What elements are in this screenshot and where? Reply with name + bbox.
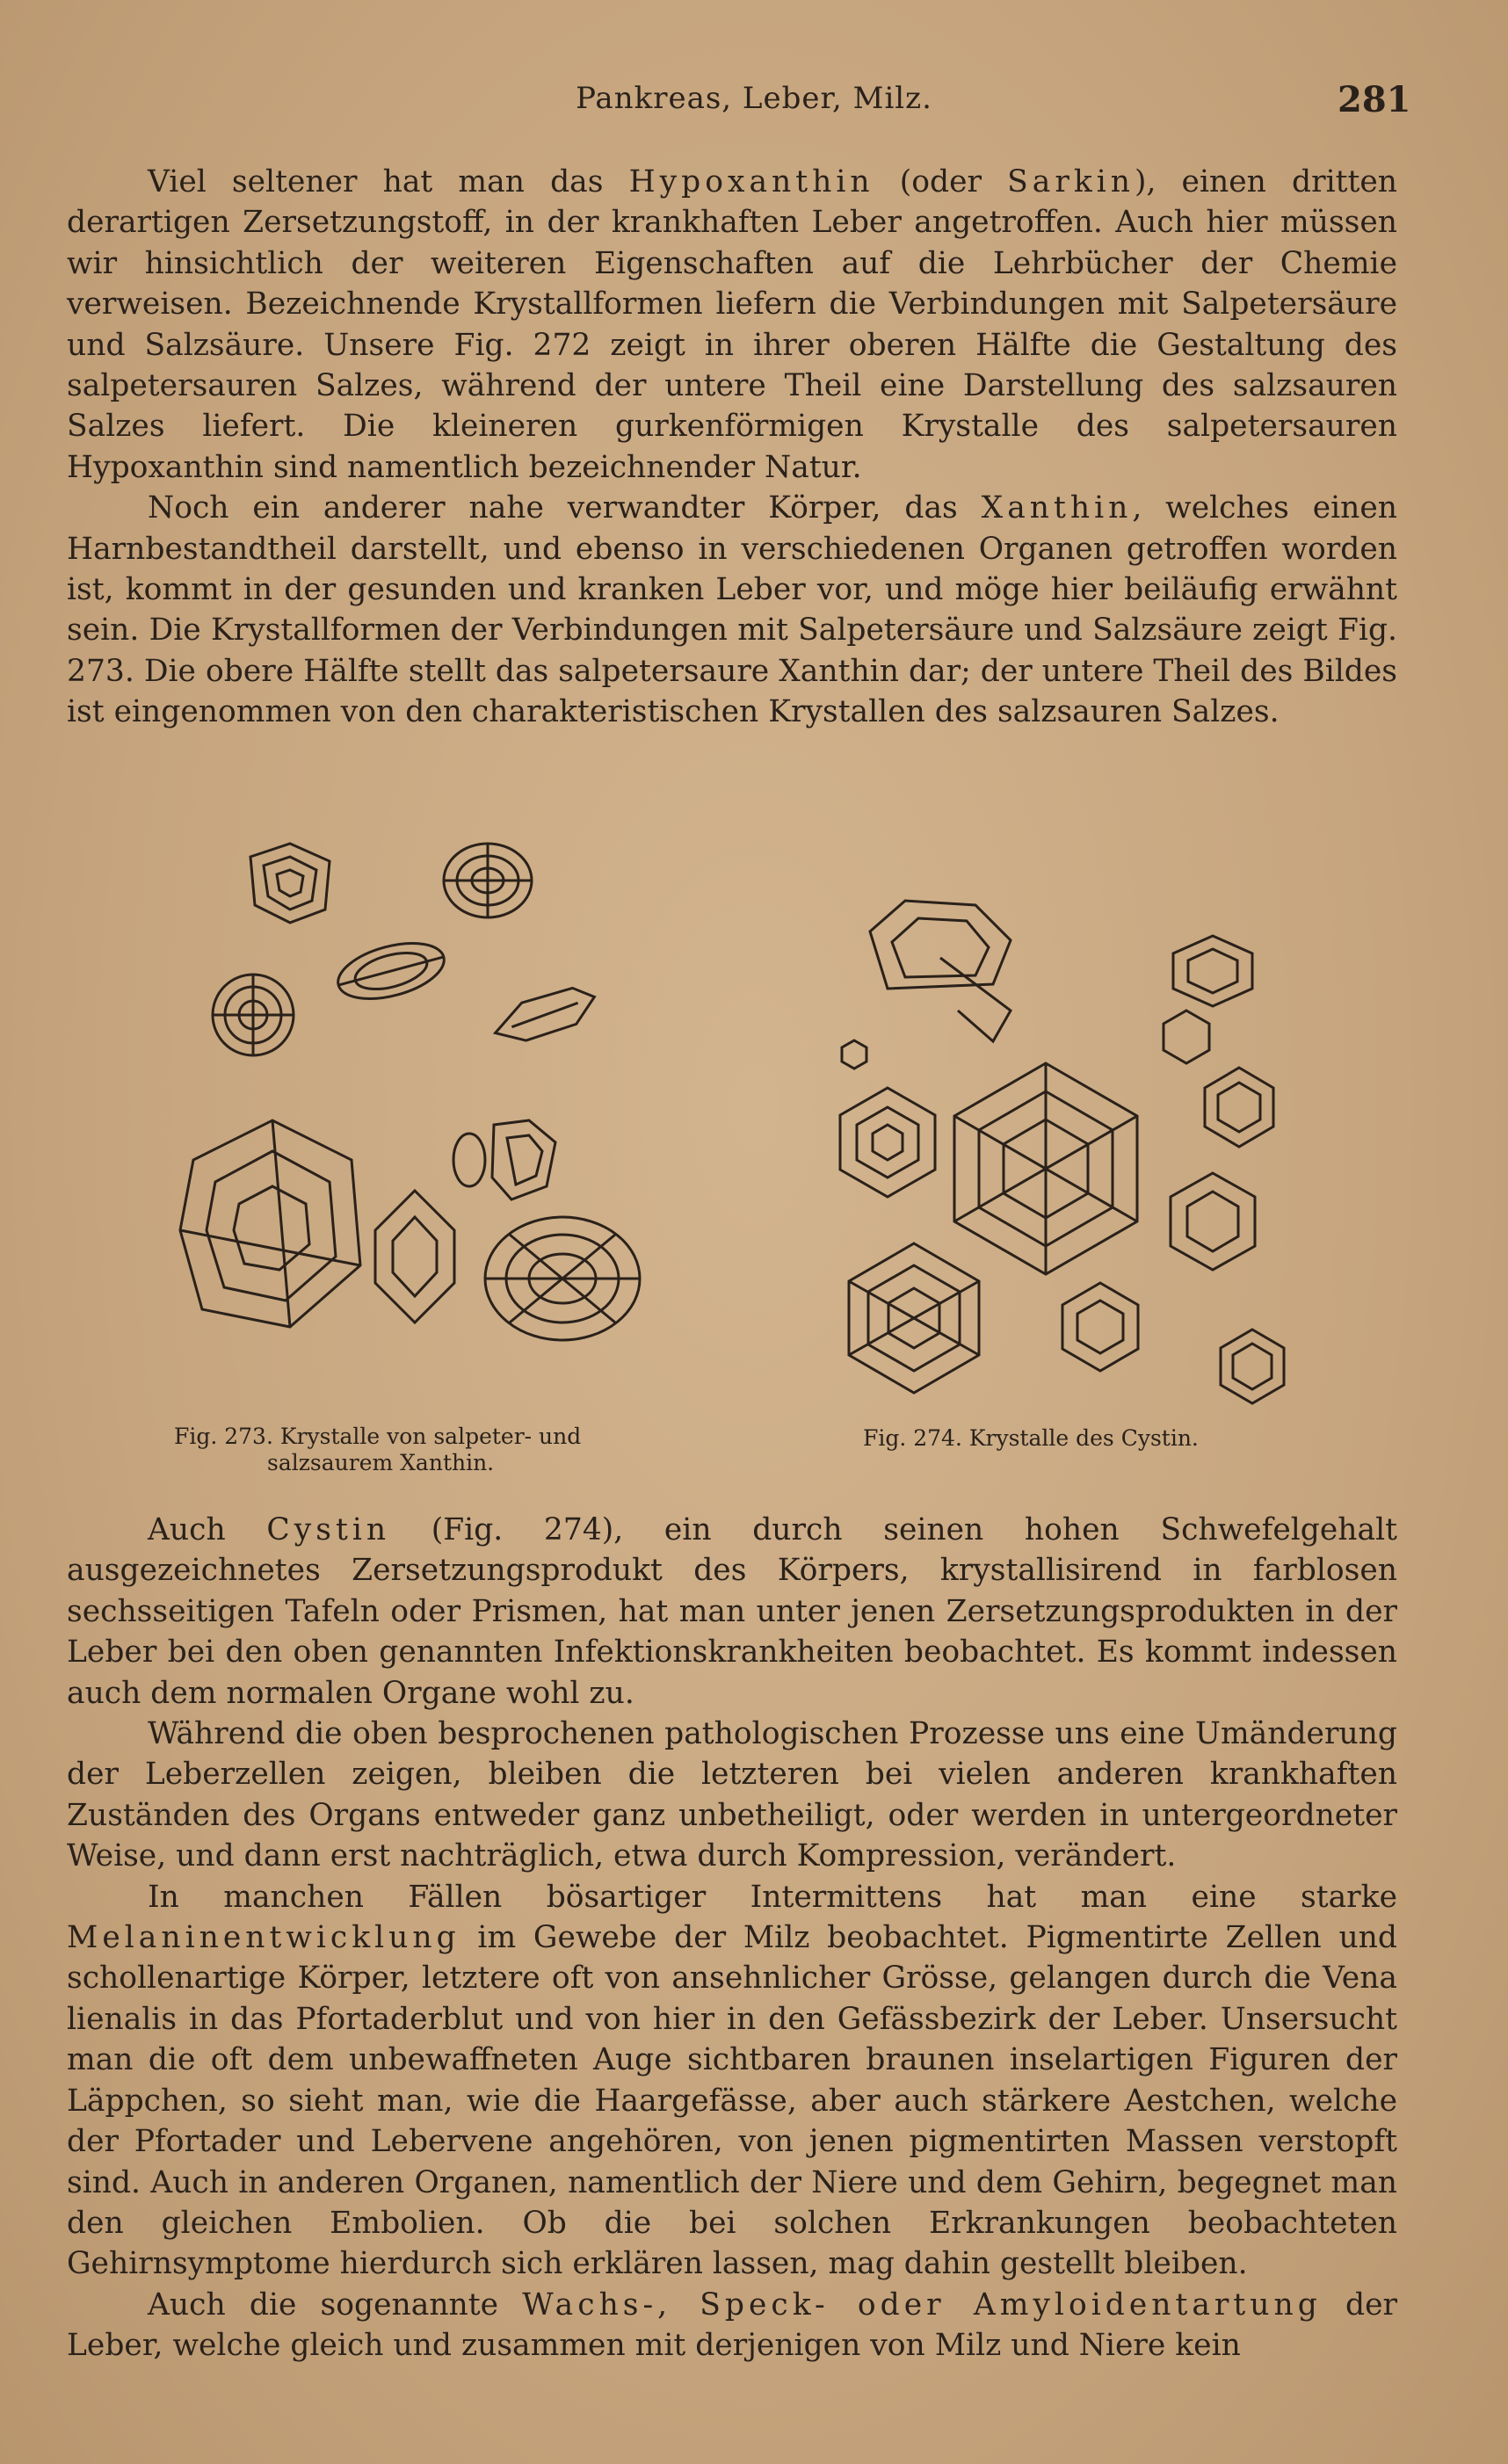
paragraph-amyloid	[67, 2285, 1397, 2366]
paragraph-melanin	[67, 1877, 1397, 2285]
paragraph-xanthin	[67, 488, 1397, 732]
text-run: im Gewebe der Milz beobachtet. Pigmentirte Zellen und schollenartige Körper, letztere oft von ansehnlicher Grösse, gelangen durch die Vena lienalis in das Pfortaderblut und von hier in den Gefässbezirk der Leber. Unsersucht man die oft dem unbewaffneten Auge sichtbaren braunen inselartigen Figuren der Läppchen, so sieht man, wie die Haargefässe, aber auch stärkere Aestchen, welche der Pfortader und Lebervene angehören, von jenen pigmentirten Massen verstopft sind. Auch in anderen Organen, namentlich der Niere und dem Gehirn, begegnet man den gleichen Embolien. Ob die bei solchen Erkrankungen beobachteten Gehirnsymptome hierdurch sich erklären lassen, mag dahin gestellt bleiben.	[67, 1920, 1397, 2282]
hexagonal-plate	[842, 1040, 866, 1069]
crystal-cluster	[213, 975, 294, 1055]
crystal-cluster	[375, 1191, 454, 1323]
text-block-top	[67, 162, 1397, 733]
crystal-cluster	[332, 933, 450, 1009]
text-run: Viel seltener hat man das	[148, 164, 629, 199]
hexagonal-plate	[1205, 1068, 1273, 1147]
text-run: Auch	[148, 1512, 267, 1547]
figure-273-label: Fig. 273.	[174, 1424, 273, 1449]
paragraph-cystin	[67, 1510, 1397, 1714]
text-run: Während die oben besprochenen pathologischen Prozesse uns eine Umänderung der Leberzellen zeigen, bleiben die letzteren bei vielen anderen krankhaften Zuständen des Organs entweder ganz unbetheiligt, oder werden in untergeordneter Weise, und dann erst nachträglich, etwa durch Kompression, verändert.	[67, 1716, 1397, 1874]
text-run: , welches einen Harnbestandtheil darstellt, und ebenso in verschiedenen Organen getroffen worden ist, kommt in der gesunden und kranken Leber vor, und möge hier beiläufig erwähnt sein. Die Krystallformen der Verbindungen mit Salpetersäure und Salzsäure zeigt Fig. 273. Die obere Hälfte stellt das salpetersaure Xanthin dar; der untere Theil des Bildes ist eingenommen von den charakteristischen Krystallen des salzsauren Salzes.	[67, 490, 1397, 730]
spaced-term-amyloidentartung: Wachs-, Speck- oder Amyloidentartung	[522, 2286, 1322, 2323]
hexagonal-plate	[870, 901, 1011, 1041]
spaced-term-melaninentwicklung: Melaninentwicklung	[67, 1920, 460, 1956]
cystin-crystals-illustration	[773, 826, 1318, 1406]
page-number: 281	[1338, 79, 1411, 120]
hexagonal-plate	[1164, 1011, 1209, 1063]
text-run: Auch die sogenannte	[148, 2286, 523, 2323]
hexagonal-plate	[1062, 1283, 1138, 1371]
spaced-term-hypoxanthin: Hypoxanthin	[628, 164, 874, 199]
figure-274-image	[773, 826, 1318, 1406]
figure-274-label: Fig. 274.	[863, 1425, 962, 1451]
spaced-term-cystin: Cystin	[266, 1512, 391, 1547]
crystal-cluster	[485, 1217, 640, 1340]
text-run: (oder	[874, 164, 1008, 199]
figure-273-image	[176, 826, 668, 1406]
spaced-term-sarkin: Sarkin	[1007, 164, 1135, 199]
text-run: der Leber, welche gleich und zusammen mit derjenigen von Milz und Niere kein	[67, 2286, 1397, 2364]
crystal-cluster	[489, 979, 601, 1051]
spaced-term-xanthin: Xanthin	[981, 490, 1133, 526]
crystal-cluster	[444, 844, 532, 917]
hexagonal-plate	[840, 1088, 935, 1197]
text-run: (Fig. 274), ein durch seinen hohen Schwefelgehalt ausgezeichnetes Zersetzungsprodukt des Körpers, krystallisirend in farblosen sechsseitigen Tafeln oder Prismen, hat man unter jenen Zersetzungsprodukten in der Leber bei den oben genannten Infektionskrankheiten beobachtet. Es kommt indessen auch dem normalen Organe wohl zu.	[67, 1512, 1397, 1711]
hexagonal-plate	[849, 1243, 979, 1393]
hexagonal-plate	[1171, 1173, 1255, 1270]
crystal-cluster	[453, 1120, 555, 1199]
hexagonal-plate	[954, 1063, 1137, 1274]
text-run: ), einen dritten derartigen Zersetzungstoff, in der krankhaften Leber angetroffen. Auch hier müssen wir hinsichtlich der weiteren Eigenschaften auf die Lehrbücher der Chemie verweisen. Bezeichnende Krystallformen liefern die Verbindungen mit Salpetersäure und Salzsäure. Unsere Fig. 272 zeigt in ihrer oberen Hälfte die Gestaltung des salpetersauren Salzes, während der untere Theil eine Darstellung des salzsauren Salzes liefert. Die kleineren gurkenförmigen Krystalle des salpetersauren Hypoxanthin sind namentlich bezeichnender Natur.	[67, 164, 1397, 485]
text-block-bottom	[67, 1510, 1397, 2366]
crystal-cluster	[250, 844, 330, 923]
hexagonal-plate	[1173, 936, 1252, 1006]
hexagonal-plate	[1221, 1330, 1284, 1403]
figure-273-caption	[174, 1424, 666, 1476]
xanthin-crystals-illustration	[176, 826, 668, 1406]
paragraph-hypoxanthin	[67, 162, 1397, 488]
figure-274-caption-text: Krystalle des Cystin.	[968, 1425, 1199, 1451]
running-title: Pankreas, Leber, Milz.	[576, 81, 932, 116]
paragraph-leberzellen	[67, 1714, 1397, 1877]
text-run: Noch ein anderer nahe verwandter Körper, das	[148, 490, 982, 526]
text-run: In manchen Fällen bösartiger Intermittens hat man eine starke	[148, 1879, 1397, 1915]
figure-273-caption-line2: salzsaurem Xanthin.	[267, 1450, 495, 1475]
figure-273-caption-line1: Krystalle von salpeter- und	[279, 1424, 582, 1449]
figure-274-caption	[863, 1425, 1355, 1452]
crystal-cluster	[180, 1120, 360, 1327]
